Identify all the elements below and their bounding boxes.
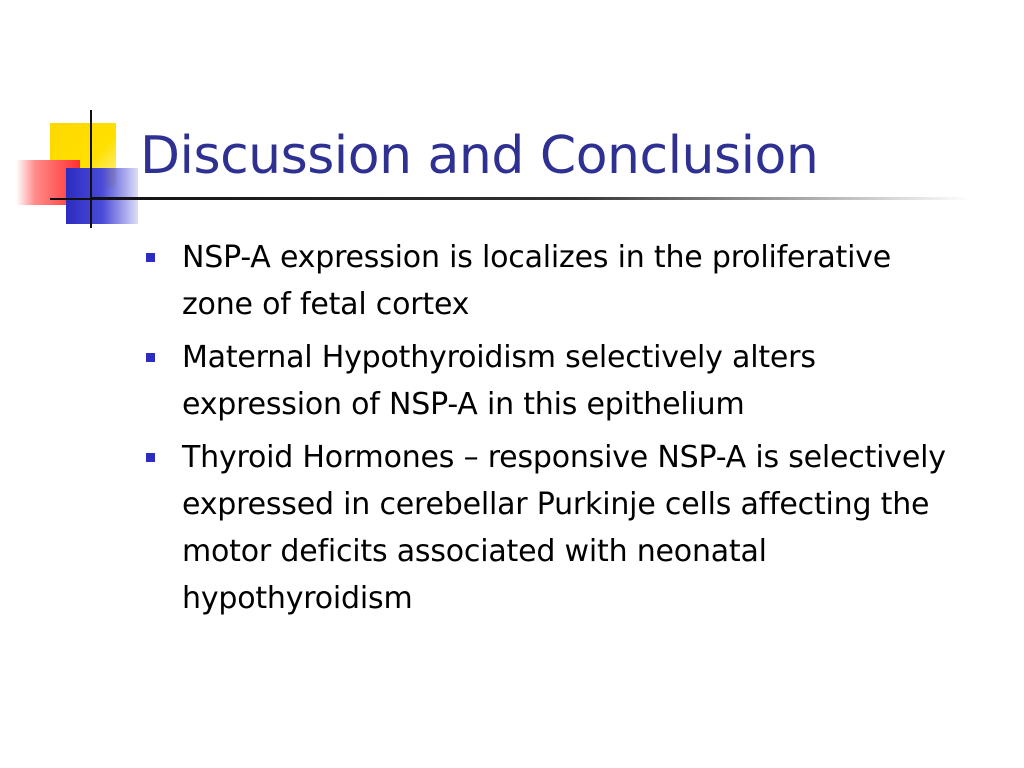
square-bullet-icon [146, 353, 155, 362]
square-bullet-icon [146, 453, 155, 462]
bullet-text: Maternal Hypothyroidism selectively alters expression of NSP-A in this epithelium [182, 340, 816, 422]
logo-vertical-line [90, 110, 92, 228]
decorative-logo-icon [0, 0, 160, 240]
square-bullet-icon [146, 253, 155, 262]
slide-title: Discussion and Conclusion [140, 126, 819, 186]
bullet-list [144, 234, 964, 628]
title-underline [90, 197, 970, 200]
bullet-item [144, 234, 964, 328]
bullet-item [144, 334, 964, 428]
bullet-item [144, 434, 964, 622]
bullet-text: NSP-A expression is localizes in the proliferative zone of fetal cortex [182, 240, 892, 322]
bullet-text: Thyroid Hormones – responsive NSP-A is selectively expressed in cerebellar Purkinje cells affecting the motor deficits associated with neonatal hypothyroidism [182, 440, 946, 616]
logo-blue-square [66, 168, 138, 224]
